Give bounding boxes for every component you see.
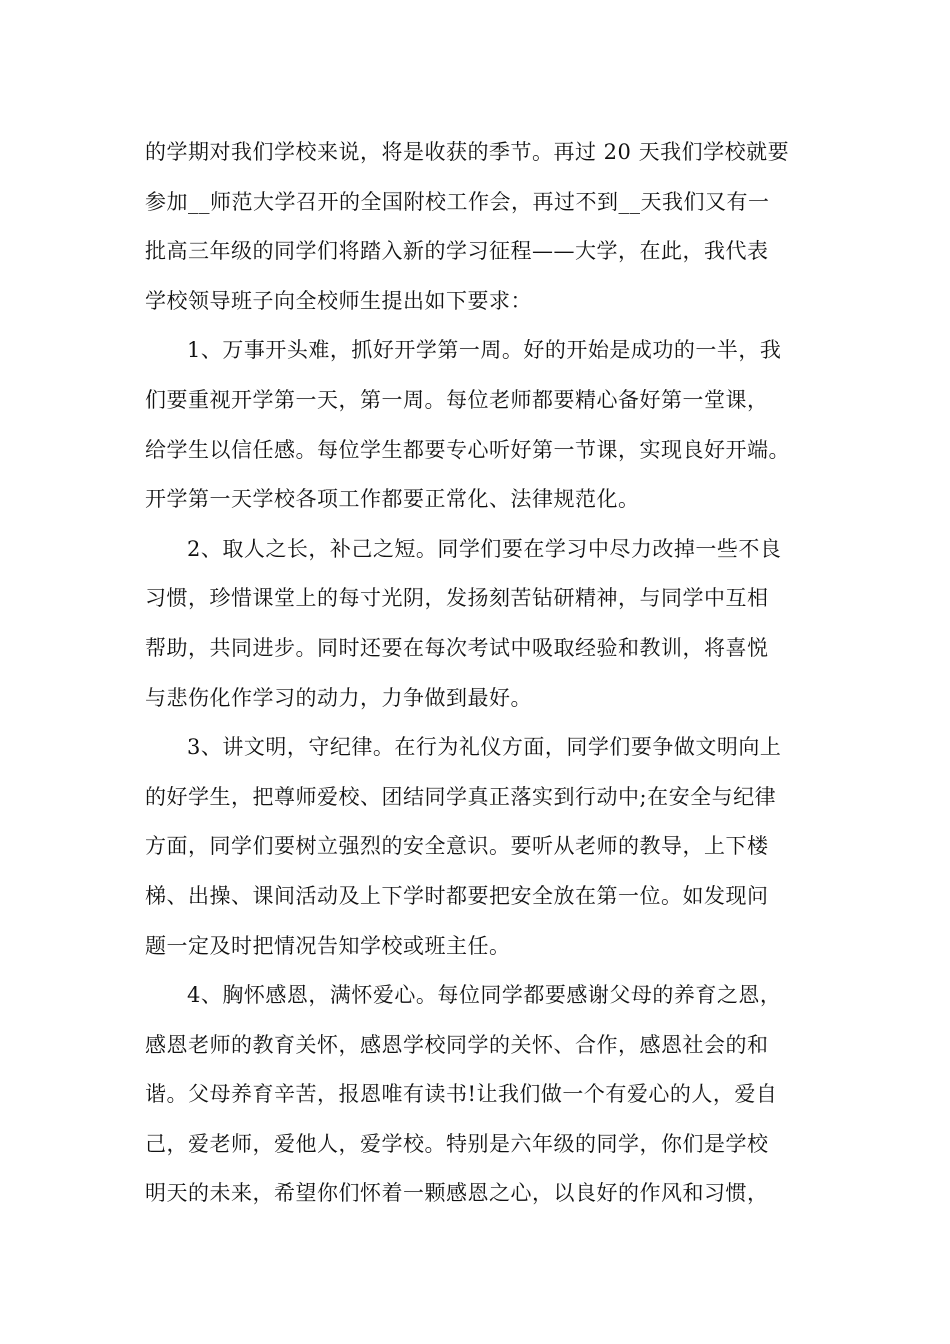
text-line: 谐。父母养育辛苦，报恩唯有读书!让我们做一个有爱心的人，爱自 — [145, 1082, 778, 1107]
text-line: 的学期对我们学校来说，将是收获的季节。再过 20 天我们学校就要 — [145, 140, 790, 164]
text-line: 们要重视开学第一天，第一周。每位老师都要精心备好第一堂课， — [145, 387, 769, 412]
text-line: 批高三年级的同学们将踏入新的学习征程——大学，在此，我代表 — [145, 239, 769, 264]
text-line: 题一定及时把情况告知学校或班主任。 — [145, 933, 511, 958]
text-line: 学校领导班子向全校师生提出如下要求： — [145, 288, 532, 313]
text-line: 开学第一天学校各项工作都要正常化、法律规范化。 — [145, 487, 640, 512]
text-line: 方面，同学们要树立强烈的安全意识。要听从老师的教导，上下楼 — [145, 834, 769, 859]
paragraph-2-first-line: 2、取人之长，补己之短。同学们要在学习中尽力改掉一些不良 — [187, 536, 782, 561]
text-line: 明天的未来，希望你们怀着一颗感恩之心，以良好的作风和习惯， — [145, 1181, 769, 1206]
text-line: 给学生以信任感。每位学生都要专心听好第一节课，实现良好开端。 — [145, 437, 790, 462]
text-line: 感恩老师的教育关怀，感恩学校同学的关怀、合作，感恩社会的和 — [145, 1032, 769, 1057]
text-line: 与悲伤化作学习的动力，力争做到最好。 — [145, 685, 532, 710]
text-line: 习惯，珍惜课堂上的每寸光阴，发扬刻苦钻研精神，与同学中互相 — [145, 586, 769, 611]
text-line: 参加__师范大学召开的全国附校工作会，再过不到__天我们又有一 — [145, 189, 770, 214]
text-line: 己，爱老师，爱他人，爱学校。特别是六年级的同学，你们是学校 — [145, 1131, 769, 1156]
paragraph-4-first-line: 4、胸怀感恩，满怀爱心。每位同学都要感谢父母的养育之恩， — [187, 983, 782, 1008]
text-line: 帮助，共同进步。同时还要在每次考试中吸取经验和教训，将喜悦 — [145, 635, 769, 660]
paragraph-3-first-line: 3、讲文明，守纪律。在行为礼仪方面，同学们要争做文明向上 — [187, 735, 782, 760]
text-line: 的好学生，把尊师爱校、团结同学真正落实到行动中;在安全与纪律 — [145, 784, 777, 809]
text-line: 梯、出操、课间活动及上下学时都要把安全放在第一位。如发现问 — [145, 883, 769, 908]
paragraph-1-first-line: 1、万事开头难，抓好开学第一周。好的开始是成功的一半，我 — [187, 338, 782, 363]
body-text — [145, 128, 825, 1219]
